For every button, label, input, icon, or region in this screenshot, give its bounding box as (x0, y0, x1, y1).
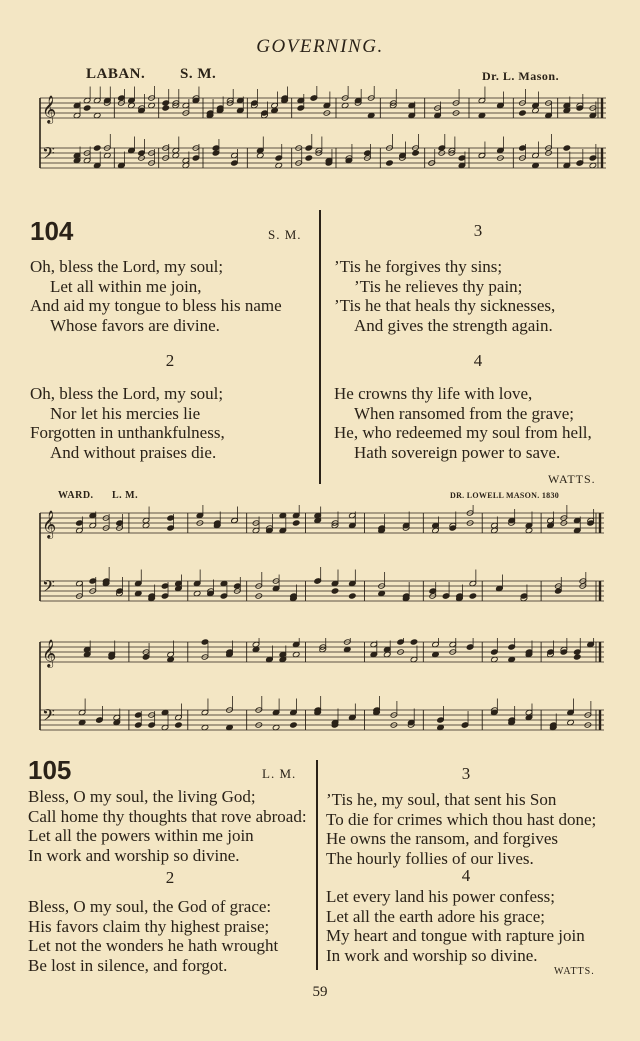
hymn-meter: S. M. (268, 227, 302, 242)
verse-line: Bless, O my soul, the God of grace: (28, 897, 272, 916)
svg-text:𝄞: 𝄞 (42, 639, 57, 667)
column-divider (319, 210, 321, 484)
music-score-ward-2 (36, 638, 606, 753)
stanza-2 (30, 384, 225, 462)
stanza-number: 3 (461, 764, 471, 783)
verse-line: And aid my tongue to bless his name (30, 296, 282, 315)
stanza-number: 2 (165, 868, 175, 887)
verse-line: Let not the wonders he hath wrought (28, 936, 279, 955)
stanza-number: 4 (461, 866, 471, 885)
verse-line: And without praises die. (50, 442, 217, 462)
verse-line: Let all the earth adore his grace; (326, 906, 545, 926)
stanza-2 (28, 897, 278, 975)
stanza-3 (334, 257, 555, 335)
svg-text:𝄢: 𝄢 (42, 705, 55, 729)
verse-line: Forgotten in unthankfulness, (30, 423, 225, 442)
verse-line: In work and worship so divine. (326, 945, 538, 965)
verse-line: Call home thy thoughts that rove abroad: (28, 806, 307, 826)
verse-line: He, who redeemed my soul from hell, (334, 423, 592, 442)
stanza-number: 3 (473, 221, 483, 240)
hymn-number: 104 (30, 216, 74, 246)
tune-composer: Dr. L. Mason. (482, 69, 560, 83)
section-title: GOVERNING. (256, 36, 384, 57)
verse-line: His favors claim thy highest praise; (28, 916, 270, 936)
stanza-4 (326, 887, 585, 965)
verse-line: Let all within me join, (50, 276, 202, 296)
verse-line: Hath sovereign power to save. (354, 442, 561, 462)
verse-line: Whose favors are divine. (50, 315, 220, 335)
tune-composer: DR. LOWELL MASON. 1830 (450, 491, 560, 500)
svg-text:𝄞: 𝄞 (42, 510, 57, 538)
tune-name: LABAN. (86, 66, 146, 82)
verse-line: ’Tis he forgives thy sins; (334, 257, 503, 276)
verse-line: He owns the ransom, and forgives (326, 829, 558, 848)
tune-name: WARD. (58, 490, 94, 501)
hymn-author: WATTS. (548, 472, 596, 486)
tune-meter: L. M. (112, 490, 139, 501)
hymn-meter: L. M. (262, 766, 297, 781)
verse-line: And gives the strength again. (354, 315, 553, 335)
verse-line: When ransomed from the grave; (354, 403, 574, 423)
stanza-1 (30, 257, 282, 335)
tune-meter: S. M. (180, 66, 217, 82)
verse-line: Let every land his power confess; (326, 887, 555, 906)
verse-line: In work and worship so divine. (28, 845, 240, 865)
music-score-ward-1 (36, 505, 606, 620)
stanza-3 (326, 790, 596, 868)
svg-text:𝄢: 𝄢 (42, 143, 55, 167)
stanza-4 (334, 384, 592, 462)
verse-line: The hourly follies of our lives. (326, 848, 534, 868)
verse-line: Oh, bless the Lord, my soul; (30, 384, 224, 403)
column-divider (316, 760, 318, 970)
verse-line: Let all the powers within me join (28, 826, 254, 845)
verse-line: My heart and tongue with rapture join (326, 926, 585, 945)
verse-line: ’Tis he, my soul, that sent his Son (326, 790, 557, 809)
verse-line: ’Tis he relieves thy pain; (354, 276, 523, 296)
music-score-laban (36, 86, 608, 186)
page-number: 59 (312, 984, 328, 1000)
verse-line: Oh, bless the Lord, my soul; (30, 257, 224, 276)
verse-line: To die for crimes which thou hast done; (326, 809, 597, 829)
verse-line: He crowns thy life with love, (334, 384, 533, 403)
verse-line: Bless, O my soul, the living God; (28, 787, 256, 806)
hymn-author: WATTS. (554, 966, 595, 977)
svg-text:𝄞: 𝄞 (42, 95, 57, 123)
stanza-number: 2 (165, 351, 175, 370)
svg-text:𝄢: 𝄢 (42, 576, 55, 600)
verse-line: ’Tis he that heals thy sicknesses, (334, 296, 556, 315)
verse-line: Be lost in silence, and forgot. (28, 955, 228, 975)
verse-line: Nor let his mercies lie (50, 403, 201, 423)
stanza-1 (28, 787, 307, 865)
stanza-number: 4 (473, 351, 483, 370)
hymn-number: 105 (28, 755, 72, 785)
